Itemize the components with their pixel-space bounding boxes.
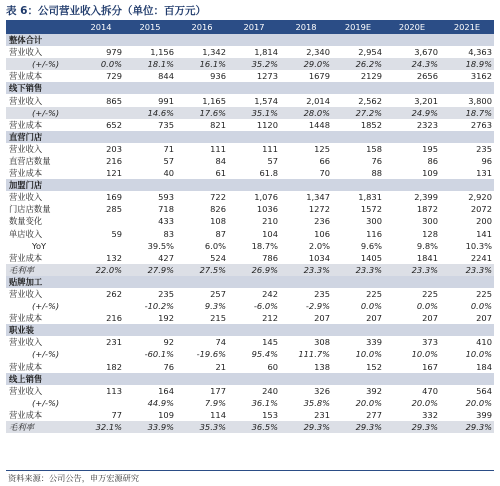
table-cell: 23.3% — [332, 264, 384, 276]
row-label: (+/-%) — [32, 349, 60, 360]
table-cell: 235 — [158, 289, 174, 300]
table-row — [6, 46, 494, 58]
table-cell: 231 — [106, 337, 122, 348]
header-cell-year: 2015 — [124, 20, 176, 34]
bottom-rule — [6, 470, 494, 471]
table-cell: 3,800 — [468, 95, 492, 106]
table-cell — [78, 215, 124, 227]
table-cell: 427 — [158, 252, 174, 263]
table-cell: 77 — [111, 409, 122, 420]
table-cell: 71 — [163, 143, 174, 154]
section-title: 线上销售 — [6, 373, 494, 385]
table-cell: 1448 — [308, 119, 330, 130]
table-cell: 207 — [422, 313, 438, 324]
table-cell: 20.0% — [355, 397, 382, 408]
table-cell: 152 — [366, 361, 382, 372]
table-cell: 35.8% — [303, 397, 330, 408]
table-cell: 210 — [262, 216, 278, 227]
table-cell: 23.3% — [440, 264, 494, 276]
table-cell: 729 — [106, 71, 122, 82]
row-label: 营业成本 — [9, 71, 43, 82]
table-cell: 27.9% — [124, 264, 176, 276]
table-cell: 524 — [210, 252, 226, 263]
section-header-row — [6, 179, 494, 191]
table-cell: 1,076 — [254, 192, 278, 203]
table-cell: 114 — [210, 409, 226, 420]
table-cell: 979 — [106, 47, 122, 58]
table-cell: -2.9% — [305, 301, 330, 312]
header-cell-year: 2020E — [384, 20, 440, 34]
table-cell: 242 — [262, 289, 278, 300]
section-header-row — [6, 373, 494, 385]
table-cell: 17.6% — [176, 107, 228, 119]
row-label: 营业成本 — [9, 361, 43, 372]
table-cell: 215 — [210, 313, 226, 324]
table-cell: 326 — [314, 385, 330, 396]
table-cell: 23.3% — [280, 264, 332, 276]
section-header-row — [6, 131, 494, 143]
table-cell: 392 — [366, 385, 382, 396]
section-header-row — [6, 34, 494, 46]
table-row — [6, 421, 494, 433]
row-label: 营业收入 — [9, 337, 43, 348]
table-cell: 1,342 — [202, 47, 226, 58]
table-cell: 44.9% — [147, 397, 174, 408]
row-label: 营业成本 — [9, 119, 43, 130]
table-row — [6, 94, 494, 106]
table-body — [6, 34, 494, 433]
table-cell: 2656 — [416, 71, 438, 82]
table-cell: 9.6% — [360, 240, 382, 251]
table-cell: 116 — [366, 228, 382, 239]
table-cell: 231 — [314, 409, 330, 420]
table-cell: 718 — [158, 204, 174, 215]
table-cell: 1405 — [360, 252, 382, 263]
table-cell: 60 — [267, 361, 278, 372]
table-cell: 786 — [262, 252, 278, 263]
table-row — [6, 191, 494, 203]
row-label: 营业收入 — [9, 385, 43, 396]
table-cell: 1841 — [416, 252, 438, 263]
table-cell: 111 — [210, 143, 226, 154]
table-row — [6, 300, 494, 312]
table-cell: 29.0% — [280, 58, 332, 70]
table-cell: 216 — [106, 155, 122, 166]
table-cell: 138 — [314, 361, 330, 372]
table-cell: 1,156 — [150, 47, 174, 58]
table-cell: 128 — [422, 228, 438, 239]
section-title: 直营门店 — [6, 131, 494, 143]
row-label: (+/-%) — [6, 58, 78, 70]
table-cell: 132 — [106, 252, 122, 263]
table-cell: 29.3% — [280, 421, 332, 433]
table-cell: 83 — [163, 228, 174, 239]
table-cell: 332 — [422, 409, 438, 420]
header-cell-year: 2017 — [228, 20, 280, 34]
table-row — [6, 348, 494, 360]
table-cell: 0.0% — [416, 301, 438, 312]
table-cell: 821 — [210, 119, 226, 130]
row-label: 营业成本 — [9, 409, 43, 420]
table-cell: 131 — [476, 168, 492, 179]
table-cell: 277 — [366, 409, 382, 420]
table-cell: 1,814 — [254, 47, 278, 58]
table-cell: 22.0% — [78, 264, 124, 276]
table-cell: 27.5% — [176, 264, 228, 276]
table-cell: 169 — [106, 192, 122, 203]
table-cell: 125 — [314, 143, 330, 154]
table-cell: 96 — [481, 155, 492, 166]
table-cell: 339 — [366, 337, 382, 348]
table-row — [6, 203, 494, 215]
table-cell: 35.3% — [176, 421, 228, 433]
table-cell: 235 — [314, 289, 330, 300]
table-cell: 1034 — [308, 252, 330, 263]
table-cell: 57 — [163, 155, 174, 166]
table-cell: 109 — [158, 409, 174, 420]
table-cell: 29.3% — [332, 421, 384, 433]
table-cell: 200 — [476, 216, 492, 227]
table-cell: 182 — [106, 361, 122, 372]
table-cell: 470 — [422, 385, 438, 396]
table-cell: 10.0% — [465, 349, 492, 360]
table-cell: 86 — [427, 155, 438, 166]
table-row — [6, 240, 494, 252]
table-cell: 106 — [314, 228, 330, 239]
table-cell: 0.0% — [470, 301, 492, 312]
table-cell: 23.3% — [384, 264, 440, 276]
table-cell: 88 — [371, 168, 382, 179]
table-cell: 7.9% — [204, 397, 226, 408]
table-cell: 18.9% — [440, 58, 494, 70]
table-cell: 29.3% — [440, 421, 494, 433]
table-row — [6, 385, 494, 397]
table-cell: 3,670 — [414, 47, 438, 58]
table-cell: 257 — [210, 289, 226, 300]
table-cell: 109 — [422, 168, 438, 179]
table-cell: 24.9% — [384, 107, 440, 119]
table-cell: 844 — [158, 71, 174, 82]
table-cell: 74 — [215, 337, 226, 348]
section-header-row — [6, 276, 494, 288]
section-title: 整体合计 — [6, 34, 494, 46]
table-cell: 164 — [158, 385, 174, 396]
table-cell: 593 — [158, 192, 174, 203]
table-cell: 236 — [314, 216, 330, 227]
table-cell: 1273 — [256, 71, 278, 82]
section-header-row — [6, 324, 494, 336]
row-label: 营业收入 — [9, 47, 43, 58]
table-cell: 0.0% — [78, 58, 124, 70]
table-cell: 61.8 — [259, 168, 278, 179]
table-cell: 76 — [371, 155, 382, 166]
table-cell: 36.1% — [251, 397, 278, 408]
header-cell-year: 2019E — [332, 20, 384, 34]
table-cell: 9.8% — [416, 240, 438, 251]
table-row — [6, 119, 494, 131]
table-cell: 21 — [215, 361, 226, 372]
row-label: (+/-%) — [32, 397, 60, 408]
row-label: 直营店数量 — [9, 155, 51, 166]
section-title: 加盟门店 — [6, 179, 494, 191]
table-cell: 285 — [106, 204, 122, 215]
table-cell: 87 — [215, 228, 226, 239]
table-cell: 216 — [106, 313, 122, 324]
table-cell — [78, 397, 124, 409]
row-label: 营业成本 — [9, 168, 43, 179]
table-cell: 2,920 — [468, 192, 492, 203]
table-row — [6, 155, 494, 167]
table-cell: 2,014 — [306, 95, 330, 106]
section-title: 线下销售 — [6, 82, 494, 94]
table-cell: 141 — [476, 228, 492, 239]
table-cell: 10.0% — [355, 349, 382, 360]
table-cell: 14.6% — [124, 107, 176, 119]
table-cell: 104 — [262, 228, 278, 239]
table-cell: 113 — [106, 385, 122, 396]
table-cell: 433 — [158, 216, 174, 227]
table-cell: 225 — [422, 289, 438, 300]
table-cell: 399 — [476, 409, 492, 420]
table-cell: 203 — [106, 143, 122, 154]
table-cell — [78, 240, 124, 252]
section-title: 贴牌加工 — [6, 276, 494, 288]
table-cell: 16.1% — [176, 58, 228, 70]
table-row — [6, 70, 494, 82]
table-cell: 735 — [158, 119, 174, 130]
table-cell: 18.7% — [440, 107, 494, 119]
table-cell: 39.5% — [147, 240, 174, 251]
table-cell: 57 — [267, 155, 278, 166]
table-row — [6, 264, 494, 276]
table-cell: 1572 — [360, 204, 382, 215]
row-label: 门店店数量 — [9, 204, 51, 215]
table-cell: 410 — [476, 337, 492, 348]
table-cell: 24.3% — [384, 58, 440, 70]
table-cell: 26.9% — [228, 264, 280, 276]
table-cell: 121 — [106, 168, 122, 179]
table-cell: 26.2% — [332, 58, 384, 70]
table-cell: 92 — [163, 337, 174, 348]
revenue-breakdown-table — [6, 20, 494, 433]
row-label: 营业成本 — [9, 252, 43, 263]
section-title: 职业装 — [6, 324, 494, 336]
table-row — [6, 361, 494, 373]
table-cell: 1120 — [256, 119, 278, 130]
table-cell: 240 — [262, 385, 278, 396]
table-cell: 10.0% — [411, 349, 438, 360]
table-cell: 2072 — [470, 204, 492, 215]
table-cell: 10.3% — [465, 240, 492, 251]
table-cell: 1852 — [360, 119, 382, 130]
header-cell-year: 2016 — [176, 20, 228, 34]
table-cell: 225 — [366, 289, 382, 300]
table-cell: 27.2% — [332, 107, 384, 119]
table-cell: 111 — [262, 143, 278, 154]
table-header-row — [6, 20, 494, 34]
table-cell: 2,562 — [358, 95, 382, 106]
table-cell: 207 — [476, 313, 492, 324]
table-cell: 9.3% — [204, 301, 226, 312]
table-row — [6, 409, 494, 421]
table-row — [6, 167, 494, 179]
table-cell: 2,340 — [306, 47, 330, 58]
table-cell: 2129 — [360, 71, 382, 82]
table-cell: 35.2% — [228, 58, 280, 70]
table-cell: 29.3% — [384, 421, 440, 433]
table-cell: 207 — [366, 313, 382, 324]
table-cell: 84 — [215, 155, 226, 166]
table-cell: 36.5% — [228, 421, 280, 433]
table-cell: 991 — [158, 95, 174, 106]
row-label: (+/-%) — [32, 301, 60, 312]
table-cell: 158 — [366, 143, 382, 154]
row-label: 数量变化 — [9, 216, 43, 227]
table-cell: 1272 — [308, 204, 330, 215]
source-note: 资料来源：公司公告，申万宏源研究 — [8, 473, 140, 483]
table-row — [6, 288, 494, 300]
table-row — [6, 336, 494, 348]
table-cell: 184 — [476, 361, 492, 372]
table-cell: 262 — [106, 289, 122, 300]
table-cell: 1,165 — [202, 95, 226, 106]
table-cell: 865 — [106, 95, 122, 106]
table-cell: 18.1% — [124, 58, 176, 70]
header-cell-blank — [6, 20, 78, 34]
table-cell: 235 — [476, 143, 492, 154]
table-cell: 652 — [106, 119, 122, 130]
row-label: 单店收入 — [9, 228, 43, 239]
table-cell: 2,399 — [414, 192, 438, 203]
table-cell: 1036 — [256, 204, 278, 215]
table-cell: -60.1% — [144, 349, 174, 360]
row-label: 营业收入 — [9, 192, 43, 203]
table-cell: 6.0% — [204, 240, 226, 251]
table-cell: 33.9% — [124, 421, 176, 433]
table-cell: 0.0% — [360, 301, 382, 312]
table-cell: 225 — [476, 289, 492, 300]
table-cell: 1,347 — [306, 192, 330, 203]
table-cell: -10.2% — [144, 301, 174, 312]
row-label: YoY — [32, 240, 47, 251]
row-label: 毛利率 — [6, 421, 78, 433]
table-cell: 76 — [163, 361, 174, 372]
table-title: 表 6：公司营业收入拆分（单位：百万元） — [6, 5, 206, 17]
table-cell: 308 — [314, 337, 330, 348]
header-cell-year: 2021E — [440, 20, 494, 34]
row-label: 营业收入 — [9, 95, 43, 106]
table-cell: 40 — [163, 168, 174, 179]
table-cell: 192 — [158, 313, 174, 324]
table-cell: 1872 — [416, 204, 438, 215]
table-cell: 167 — [422, 361, 438, 372]
table-cell — [78, 348, 124, 360]
table-cell: 61 — [215, 168, 226, 179]
table-cell: 4,363 — [468, 47, 492, 58]
table-row — [6, 228, 494, 240]
table-cell: 20.0% — [411, 397, 438, 408]
table-cell: 95.4% — [251, 349, 278, 360]
table-cell: 153 — [262, 409, 278, 420]
table-cell: 70 — [319, 168, 330, 179]
table-cell: 1,831 — [358, 192, 382, 203]
table-cell: 300 — [366, 216, 382, 227]
row-label: (+/-%) — [6, 107, 78, 119]
table-cell — [78, 107, 124, 119]
table-cell: 59 — [111, 228, 122, 239]
table-cell: -6.0% — [253, 301, 278, 312]
header-cell-year: 2014 — [78, 20, 124, 34]
table-cell: 722 — [210, 192, 226, 203]
row-label: 营业收入 — [9, 289, 43, 300]
row-label: 营业成本 — [9, 313, 43, 324]
table-cell: 2.0% — [308, 240, 330, 251]
table-cell: 373 — [422, 337, 438, 348]
table-cell: 177 — [210, 385, 226, 396]
table-cell: 564 — [476, 385, 492, 396]
table-cell: 35.1% — [228, 107, 280, 119]
table-cell: 2323 — [416, 119, 438, 130]
table-cell: 1679 — [308, 71, 330, 82]
table-cell: 195 — [422, 143, 438, 154]
table-cell: 18.7% — [251, 240, 278, 251]
table-row — [6, 58, 494, 70]
row-label: 营业收入 — [9, 143, 43, 154]
table-cell: 28.0% — [280, 107, 332, 119]
table-cell — [78, 300, 124, 312]
header-cell-year: 2018 — [280, 20, 332, 34]
table-cell: 1,574 — [254, 95, 278, 106]
table-cell: 111.7% — [298, 349, 330, 360]
table-cell: -19.6% — [196, 349, 226, 360]
table-row — [6, 397, 494, 409]
table-row — [6, 312, 494, 324]
table-cell: 145 — [262, 337, 278, 348]
table-cell: 20.0% — [465, 397, 492, 408]
table-cell: 32.1% — [78, 421, 124, 433]
table-cell: 66 — [319, 155, 330, 166]
table-cell: 936 — [210, 71, 226, 82]
table-row — [6, 107, 494, 119]
table-cell: 2763 — [470, 119, 492, 130]
section-header-row — [6, 82, 494, 94]
table-cell: 108 — [210, 216, 226, 227]
table-cell: 3,201 — [414, 95, 438, 106]
table-row — [6, 252, 494, 264]
table-cell: 826 — [210, 204, 226, 215]
table-cell: 3162 — [470, 71, 492, 82]
table-cell: 300 — [422, 216, 438, 227]
table-cell: 207 — [314, 313, 330, 324]
table-row — [6, 215, 494, 227]
table-cell: 2,954 — [358, 47, 382, 58]
table-cell: 2241 — [470, 252, 492, 263]
table-row — [6, 143, 494, 155]
row-label: 毛利率 — [6, 264, 78, 276]
table-cell: 212 — [262, 313, 278, 324]
